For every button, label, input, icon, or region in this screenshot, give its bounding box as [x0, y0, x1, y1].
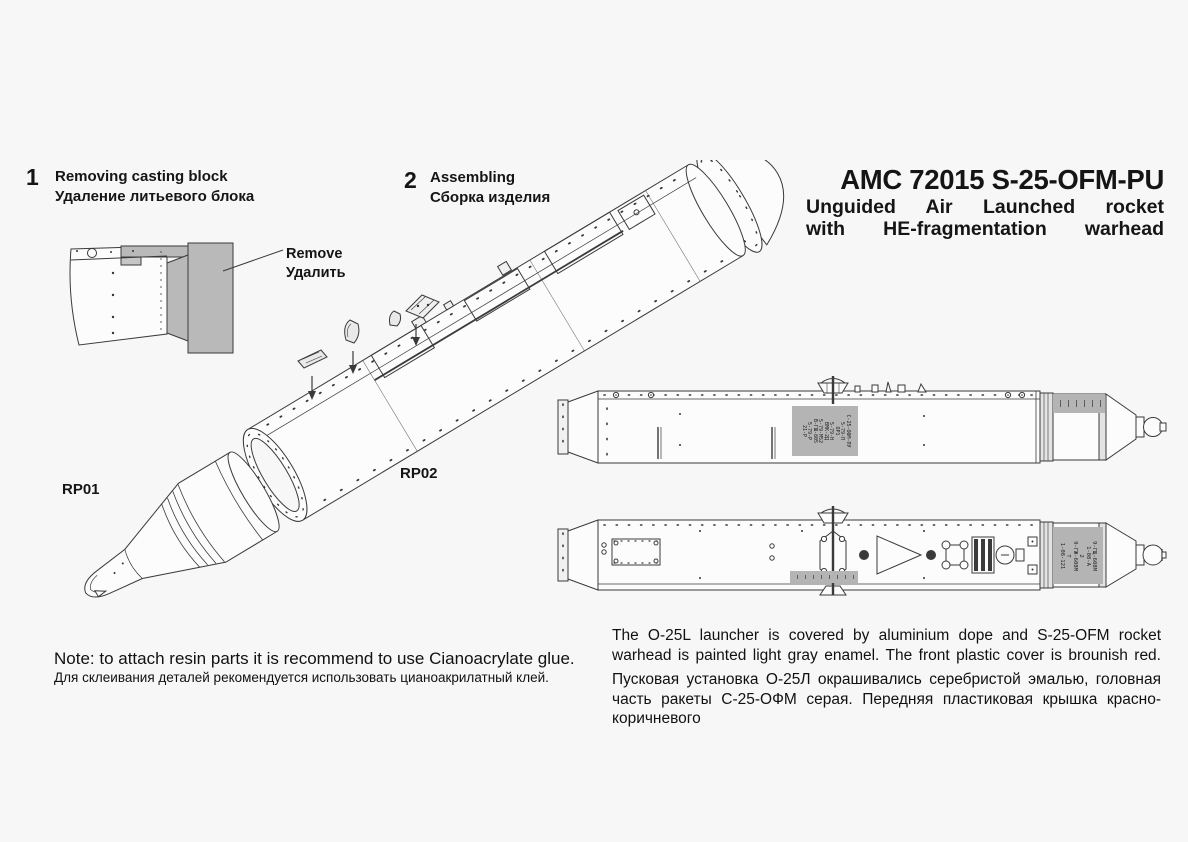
- stencil-line: 5-79-Н: [828, 421, 835, 441]
- stencil-line: ОР1: [833, 426, 840, 436]
- product-subtitle-1: Unguided Air Launched rocket: [806, 196, 1164, 218]
- product-title-block: [806, 164, 1164, 240]
- stencil-line: Т: [1065, 553, 1072, 558]
- warhead-rp01: [62, 447, 287, 625]
- product-title: AMC 72015 S-25-OFM-PU: [840, 164, 1164, 195]
- stencil-line: 21-Р: [800, 424, 807, 438]
- step1-number: 1: [26, 164, 39, 190]
- painting-note-en: The O-25L launcher is covered by aluminium dope and S-25-OFM rocket warhead is painted light gray enamel. The front plastic cover is brounish red.: [612, 627, 1161, 664]
- step2-title-ru: Сборка изделия: [430, 189, 551, 206]
- remove-callout-en: Remove: [286, 246, 343, 262]
- painting-note-ru: Пусковая установка О-25Л окрашивались серебристой эмалью, головная часть ракеты С-25-ОФМ серая. Передняя пластиковая крышка красно-коричневого: [612, 671, 1161, 727]
- step2-title-en: Assembling: [430, 169, 516, 186]
- stencil-line: 5-79-П: [839, 421, 846, 441]
- stencil-line: 9-ГЖ-608М: [1072, 540, 1078, 571]
- warhead-stencil-markings: [1053, 527, 1103, 584]
- remove-callout-ru: Удалить: [286, 265, 346, 281]
- stencil-line: 5-79-Р: [806, 421, 813, 441]
- product-subtitle-2: with HE-fragmentation warhead: [806, 218, 1164, 240]
- glue-note-ru: Для склеивания деталей рекомендуется использовать цианоакрилатный клей.: [54, 670, 549, 685]
- side-view-top: [558, 376, 1166, 463]
- stencil-line: ВМК-2Д: [822, 421, 829, 441]
- part-label-rp01: RP01: [62, 481, 100, 498]
- stencil-line: 1-08-А: [1084, 545, 1091, 566]
- glue-note-en: Note: to attach resin parts it is recommend to use Cianoacrylate glue.: [54, 649, 575, 668]
- part-label-rp02: RP02: [400, 465, 438, 482]
- step2-number: 2: [404, 167, 417, 193]
- step1-title-ru: Удаление литьевого блока: [55, 188, 255, 205]
- stencil-line: 9-ГЩ-608М: [1091, 540, 1098, 571]
- step1-title-en: Removing casting block: [55, 168, 228, 185]
- launcher-stencil-markings: [792, 406, 858, 456]
- stencil-line: 1-08-121: [1059, 542, 1066, 569]
- stencil-line: 2: [1078, 553, 1085, 558]
- stencil-line: 5-79-М52: [817, 418, 824, 444]
- stencil-line: В-ГШ-805: [811, 418, 818, 444]
- warhead-top-marking-band: [1053, 394, 1105, 413]
- bottom-marking-strip: [790, 571, 858, 583]
- stencil-line: С-25-ОФМ-ПУ: [844, 414, 851, 448]
